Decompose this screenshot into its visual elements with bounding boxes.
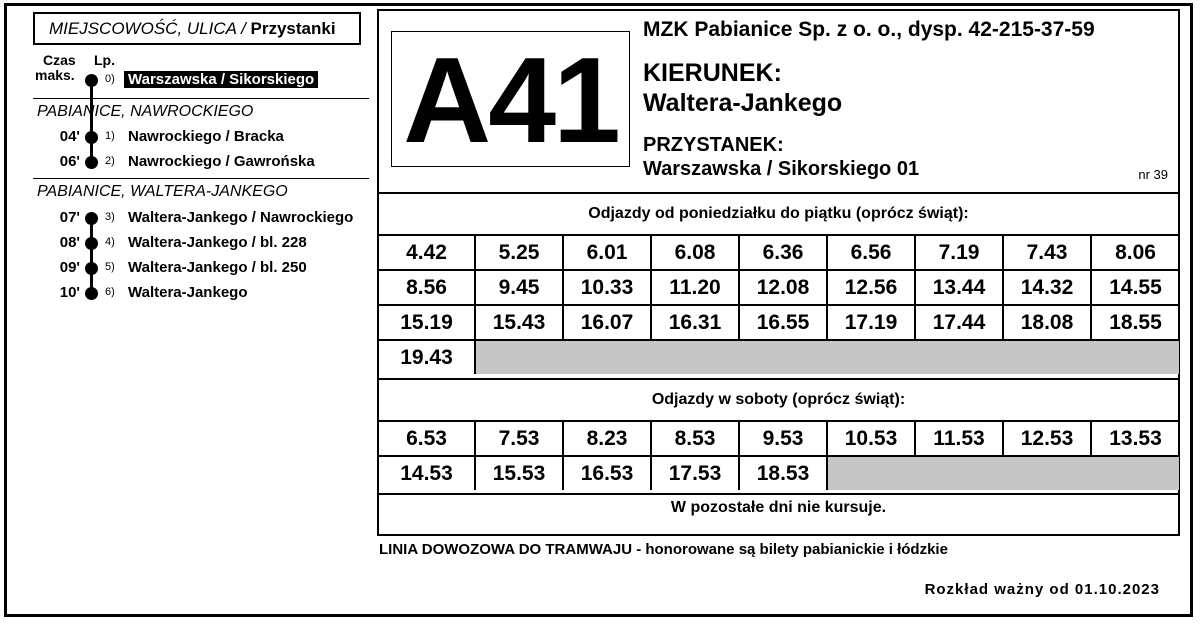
legend-stop: Przystanki [250,19,336,38]
stop-time: 09' [59,259,80,276]
stop-time: 04' [59,128,80,145]
sheet-number: nr 39 [1138,167,1168,182]
empty-cell [475,340,1179,374]
route-stop [7,232,367,254]
departure-time: 16.07 [563,305,651,340]
stop-number: 0) [105,73,115,85]
stop-time: 10' [59,284,80,301]
stop-number: 5) [105,261,115,273]
stop-name: Waltera-Jankego / bl. 228 [128,234,307,251]
departure-time: 5.25 [475,236,563,270]
departure-time: 17.19 [827,305,915,340]
col-number-label: Lp. [94,52,115,68]
departure-time: 7.43 [1003,236,1091,270]
section-divider [33,178,369,179]
section-title: PABIANICE, NAWROCKIEGO [37,103,254,120]
stop-name: Waltera-Jankego / Nawrockiego [128,209,354,226]
timetable-row [379,422,1179,456]
departure-time: 18.55 [1091,305,1179,340]
route-stop-current [7,69,367,91]
stop-value: Warszawska / Sikorskiego 01 [643,158,920,180]
no-service-note: W pozostałe dni nie kursuje. [670,499,887,516]
departure-time: 15.43 [475,305,563,340]
timetable-row [379,456,1179,490]
company-info: MZK Pabianice Sp. z o. o., dysp. 42-215-37-59 [643,18,1095,41]
stop-name: Nawrockiego / Gawrońska [128,153,315,170]
stop-dot-icon [85,237,98,250]
weekdays-table [379,236,1179,374]
section-divider [33,98,369,99]
departure-time: 12.56 [827,270,915,305]
stop-time: 06' [59,153,80,170]
departure-time: 8.53 [651,422,739,456]
stop-dot-icon [85,262,98,275]
departure-time: 12.08 [739,270,827,305]
legend-separator: / [236,19,251,38]
stop-number: 4) [105,236,115,248]
departure-time: 16.53 [563,456,651,490]
legend-box [33,12,361,45]
stop-number: 1) [105,130,115,142]
stop-time: 07' [59,209,80,226]
stop-number: 6) [105,286,115,298]
direction-label: KIERUNEK: [643,59,782,87]
stop-label: PRZYSTANEK: [643,134,784,156]
departure-time: 12.53 [1003,422,1091,456]
legend-place: MIEJSCOWOŚĆ, ULICA [49,19,237,38]
departure-time: 11.53 [915,422,1003,456]
feeder-note: LINIA DOWOZOWA DO TRAMWAJU - honorowane są bilety pabianickie i łódzkie [379,541,948,558]
departure-time: 13.53 [1091,422,1179,456]
departure-time: 9.53 [739,422,827,456]
departure-time: 6.36 [739,236,827,270]
line-number: A41 [391,31,630,167]
stop-dot-icon [85,131,98,144]
departure-time: 17.53 [651,456,739,490]
departure-time: 7.19 [915,236,1003,270]
departure-time: 18.08 [1003,305,1091,340]
departure-time: 6.01 [563,236,651,270]
departure-time: 18.53 [739,456,827,490]
departure-time: 14.55 [1091,270,1179,305]
departure-time: 13.44 [915,270,1003,305]
direction-value: Waltera-Jankego [643,89,843,117]
weekdays-title: Odjazdy od poniedziałku do piątku (oprócz świąt): [588,205,969,222]
timetable-row [379,236,1179,270]
departure-time: 7.53 [475,422,563,456]
saturday-title: Odjazdy w soboty (oprócz świąt): [651,391,906,408]
stop-dot-icon [85,156,98,169]
departure-time: 15.53 [475,456,563,490]
departure-time: 8.23 [563,422,651,456]
departure-time: 6.53 [379,422,475,456]
col-time-label-2: maks. [35,67,75,83]
timetable-sheet [4,3,1193,617]
col-time-label-1: Czas [43,52,76,68]
departure-time: 15.19 [379,305,475,340]
empty-cell [827,456,1179,490]
stop-dot-icon [85,74,98,87]
stop-time: 08' [59,234,80,251]
departure-time: 6.56 [827,236,915,270]
departure-time: 8.56 [379,270,475,305]
departure-time: 14.32 [1003,270,1091,305]
departure-time: 19.43 [379,340,475,374]
no-service-divider [379,493,1178,495]
departure-time: 11.20 [651,270,739,305]
departure-time: 16.55 [739,305,827,340]
timetable-row [379,340,1179,374]
departure-time: 8.06 [1091,236,1179,270]
departure-time: 14.53 [379,456,475,490]
departure-time: 16.31 [651,305,739,340]
route-stop-terminus [7,282,367,304]
stop-name: Nawrockiego / Bracka [128,128,284,145]
departure-time: 10.33 [563,270,651,305]
route-stop [7,126,367,148]
departure-time: 17.44 [915,305,1003,340]
timetable-panel [377,9,1180,536]
stop-name: Warszawska / Sikorskiego [124,71,318,88]
timetable-row [379,305,1179,340]
departure-time: 6.08 [651,236,739,270]
stop-dot-icon [85,212,98,225]
route-stop [7,207,367,229]
stop-name: Waltera-Jankego / bl. 250 [128,259,307,276]
saturday-table [379,422,1179,490]
valid-from: Rozkład ważny od 01.10.2023 [924,581,1160,598]
stop-number: 2) [105,155,115,167]
section-title: PABIANICE, WALTERA-JANKEGO [37,183,288,200]
departure-time: 10.53 [827,422,915,456]
route-stop [7,151,367,173]
route-stop [7,257,367,279]
stop-number: 3) [105,211,115,223]
stop-name: Waltera-Jankego [128,284,248,301]
departure-time: 4.42 [379,236,475,270]
departure-time: 9.45 [475,270,563,305]
timetable-row [379,270,1179,305]
stop-dot-icon [85,287,98,300]
